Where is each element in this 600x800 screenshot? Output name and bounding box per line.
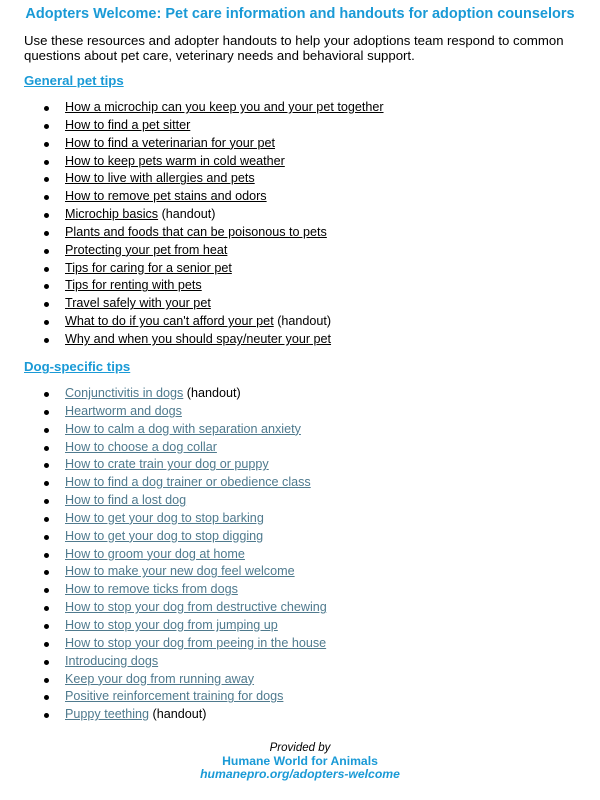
bullet-icon [44, 499, 49, 504]
resource-link[interactable]: Protecting your pet from heat [65, 242, 228, 257]
section-heading-general-pet-tips[interactable]: General pet tips [24, 73, 124, 88]
handout-note: (handout) [158, 207, 216, 222]
bullet-icon [44, 517, 49, 522]
resource-link[interactable]: Positive reinforcement training for dogs [65, 689, 284, 704]
resource-link[interactable]: How to remove ticks from dogs [65, 582, 238, 597]
bullet-icon [44, 624, 49, 629]
bullet-icon [44, 142, 49, 147]
resource-link[interactable]: How to calm a dog with separation anxiety [65, 421, 301, 436]
resource-link[interactable]: Plants and foods that can be poisonous to pets [65, 224, 327, 239]
footer-provided-by: Provided by [269, 742, 331, 754]
resource-link[interactable]: How to live with allergies and pets [65, 171, 255, 186]
resource-link[interactable]: How to choose a dog collar [65, 439, 217, 454]
resource-link[interactable]: How to find a lost dog [65, 493, 187, 508]
bullet-icon [44, 695, 49, 700]
bullet-icon [44, 392, 49, 397]
resource-link[interactable]: How to remove pet stains and odors [65, 189, 267, 204]
bullet-icon [44, 302, 49, 307]
bullet-icon [44, 428, 49, 433]
resource-link[interactable]: How to keep pets warm in cold weather [65, 153, 285, 168]
resource-link[interactable]: Travel safely with your pet [65, 296, 211, 311]
bullet-icon [44, 553, 49, 558]
bullet-icon [44, 642, 49, 647]
resource-link[interactable]: Introducing dogs [65, 653, 159, 668]
bullet-icon [44, 410, 49, 415]
bullet-icon [44, 249, 49, 254]
resource-link[interactable]: How to stop your dog from peeing in the house [65, 635, 327, 650]
bullet-icon [44, 535, 49, 540]
handout-note: (handout) [149, 707, 207, 722]
resource-link[interactable]: How to make your new dog feel welcome [65, 564, 295, 579]
bullet-icon [44, 124, 49, 129]
resource-link[interactable]: Microchip basics [65, 207, 159, 222]
page-title: Adopters Welcome: Pet care information and handouts for adoption counselors [25, 6, 575, 22]
resource-link[interactable]: How to groom your dog at home [65, 546, 245, 561]
bullet-icon [44, 606, 49, 611]
bullet-icon [44, 213, 49, 218]
resource-link[interactable]: How to stop your dog from destructive chewing [65, 600, 327, 615]
footer-url-link[interactable]: humanepro.org/adopters-welcome [200, 767, 400, 781]
bullet-icon [44, 284, 49, 289]
resource-link[interactable]: Heartworm and dogs [65, 403, 182, 418]
bullet-icon [44, 713, 49, 718]
resource-link[interactable]: Keep your dog from running away [65, 671, 255, 686]
bullet-icon [44, 160, 49, 165]
handout-note: (handout) [273, 314, 332, 329]
bullet-icon [44, 106, 49, 111]
resource-link[interactable]: What to do if you can't afford your pet [65, 314, 274, 329]
resource-link[interactable]: How to get your dog to stop digging [65, 528, 264, 543]
bullet-icon [44, 446, 49, 451]
intro-paragraph: Use these resources and adopter handouts to help your adoptions team respond to common questions about pet care, veterinary needs and behavioral support. [24, 33, 564, 63]
bullet-icon [44, 338, 49, 343]
footer-organization: Humane World for Animals [222, 754, 378, 768]
bullet-icon [44, 678, 49, 683]
bullet-icon [44, 320, 49, 325]
resource-link[interactable]: Tips for renting with pets [65, 278, 202, 293]
resource-link[interactable]: How a microchip can you keep you and your pet together [65, 100, 384, 114]
resource-link[interactable]: How to stop your dog from jumping up [65, 617, 278, 632]
resource-link[interactable]: Why and when you should spay/neuter your pet [65, 331, 332, 346]
bullet-icon [44, 481, 49, 486]
resource-link[interactable]: Tips for caring for a senior pet [65, 260, 232, 275]
bullet-icon [44, 660, 49, 665]
handout-note: (handout) [183, 386, 241, 400]
bullet-icon [44, 267, 49, 272]
bullet-icon [44, 463, 49, 468]
bullet-icon [44, 588, 49, 593]
resource-link[interactable]: Puppy teething [65, 707, 150, 722]
section-heading-dog-specific-tips[interactable]: Dog-specific tips [24, 359, 131, 374]
bullet-icon [44, 570, 49, 575]
bullet-icon [44, 231, 49, 236]
resource-link[interactable]: How to crate train your dog or puppy [65, 457, 269, 472]
resource-link[interactable]: How to get your dog to stop barking [65, 510, 264, 525]
resource-link[interactable]: Conjunctivitis in dogs [65, 386, 184, 400]
bullet-icon [44, 177, 49, 182]
bullet-icon [44, 195, 49, 200]
resource-link[interactable]: How to find a veterinarian for your pet [65, 135, 276, 150]
resource-link[interactable]: How to find a dog trainer or obedience class [65, 475, 311, 490]
resource-link[interactable]: How to find a pet sitter [65, 117, 191, 132]
